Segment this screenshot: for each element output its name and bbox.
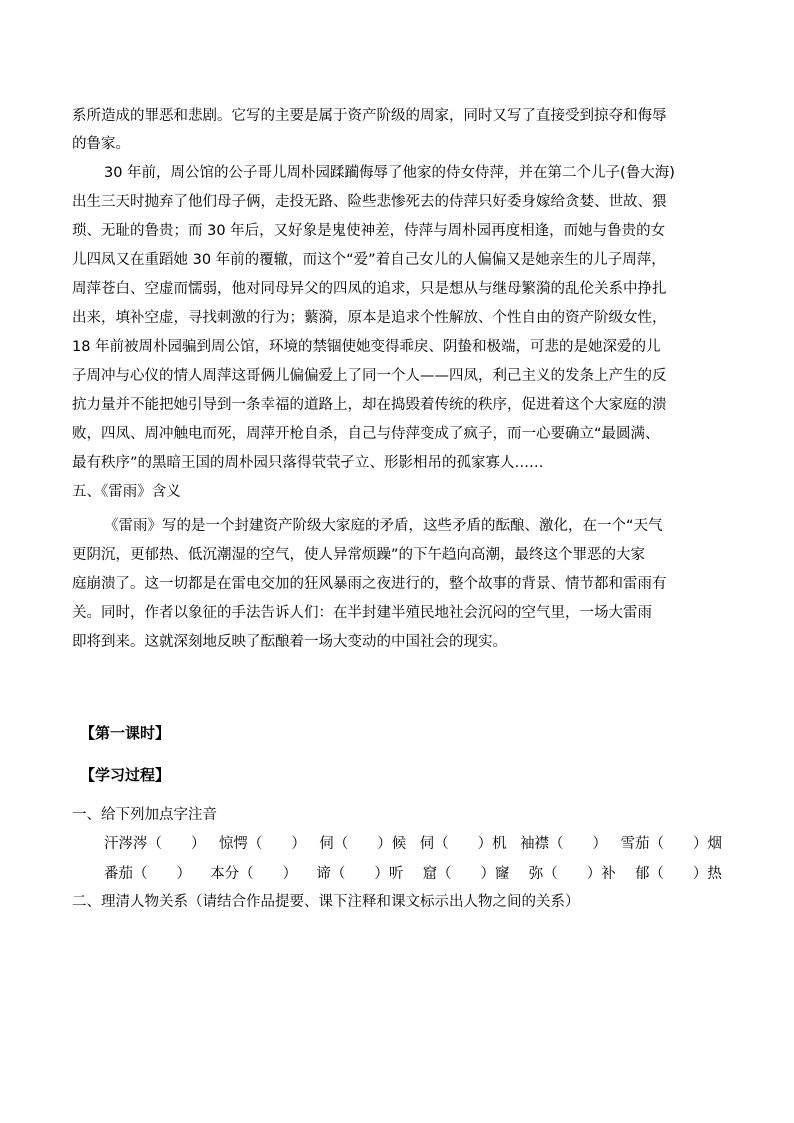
pinyin-item: 郁（ ）热	[634, 866, 722, 882]
process-heading: 【学习过程】	[80, 766, 171, 784]
paragraph-2-line: 子周冲与心仪的情人周萍这哥俩儿偏偏爱上了同一个人——四凤，利己主义的发条上产生的反	[72, 368, 667, 384]
paragraph-2-line: 最有秩序”的黑暗王国的周朴园只落得茕茕孑立、形影相吊的孤家寡人……	[72, 455, 544, 471]
paragraph-2-line: 出来，填补空虚，寻找刺激的行为；蘩漪，原本是追求个性解放、个性自由的资产阶级女性，	[72, 310, 667, 326]
pinyin-item: 伺（ ）机	[419, 836, 507, 852]
pinyin-item: 谛（ ）听	[316, 866, 404, 882]
paragraph-2-line: 儿四凤又在重蹈她 30 年前的覆辙，而这个“爱”着自己女儿的人偏偏又是她亲生的儿子周萍，	[72, 252, 666, 268]
pinyin-item: 雪茄（ ）烟	[620, 836, 722, 852]
paragraph-2-line: 18 年前被周朴园骗到周公馆，环境的禁锢使她变得乖戾、阴蛰和极端，可悲的是她深爱的儿	[72, 339, 661, 355]
paragraph-3-line: 关。同时，作者以象征的手法告诉人们：在半封建半殖民地社会沉闷的空气里，一场大雷雨	[72, 605, 652, 621]
paragraph-3-line: 《雷雨》写的是一个封建资产阶级大家庭的矛盾，这些矛盾的酝酿、激化，在一个“天气	[104, 518, 663, 534]
paragraph-2-line: 抗力量并不能把她引导到一条幸福的道路上，却在捣毁着传统的秩序，促进着这个大家庭的溃	[72, 397, 667, 413]
paragraph-3-line: 庭崩溃了。这一切都是在雷电交加的狂风暴雨之夜进行的，整个故事的背景、情节都和雷雨有	[72, 576, 667, 592]
paragraph-1-line: 的鲁家。	[72, 136, 130, 152]
question-2-heading: 二、理清人物关系（请结合作品提要、课下注释和课文标示出人物之间的关系）	[72, 894, 580, 910]
pinyin-item: 窟（ ）窿	[422, 866, 510, 882]
pinyin-item: 汗涔涔（ ）	[104, 836, 206, 852]
paragraph-1-line: 系所造成的罪恶和悲剧。它写的主要是属于资产阶级的周家，同时又写了直接受到掠夺和侮辱	[72, 108, 667, 124]
pinyin-row-1	[104, 834, 722, 854]
lesson-title: 【第一课时】	[80, 724, 171, 742]
pinyin-item: 袖襟（ ）	[520, 836, 608, 852]
paragraph-2-line: 出生三天时抛弃了他们母子俩，走投无路、险些悲惨死去的侍萍只好委身嫁给贪婪、世故、猥	[72, 194, 667, 210]
paragraph-2-line: 败，四凤、周冲触电而死，周萍开枪自杀，自己与侍萍变成了疯子，而一心要确立“最圆满、	[72, 426, 660, 442]
pinyin-item: 弥（ ）补	[528, 866, 616, 882]
pinyin-row-2	[104, 864, 722, 884]
pinyin-item: 番茄（ ）	[104, 866, 191, 882]
pinyin-item: 伺（ ）候	[319, 836, 407, 852]
pinyin-item: 本分（ ）	[210, 866, 298, 882]
paragraph-3-line: 更阴沉，更郁热、低沉潮湿的空气，使人异常烦躁”的下午趋向高潮，最终这个罪恶的大家	[72, 547, 646, 563]
question-1-heading: 一、给下列加点字注音	[72, 807, 217, 823]
section-heading: 五、《雷雨》含义	[72, 484, 181, 500]
pinyin-item: 惊愕（ ）	[218, 836, 306, 852]
paragraph-2-line: 周萍苍白、空虚而懦弱，他对同母异父的四凤的追求，只是想从与继母繁漪的乱伦关系中挣扎	[72, 281, 667, 297]
paragraph-3-line: 即将到来。这就深刻地反映了酝酿着一场大变动的中国社会的现实。	[72, 634, 507, 650]
paragraph-2-line: 30 年前，周公馆的公子哥儿周朴园蹂躏侮辱了他家的侍女侍萍，并在第二个儿子(鲁大海)	[104, 165, 675, 181]
paragraph-2-line: 琐、无耻的鲁贵；而 30 年后，又好象是鬼使神差，侍萍与周朴园再度相逢，而她与鲁贵的女	[72, 223, 666, 239]
